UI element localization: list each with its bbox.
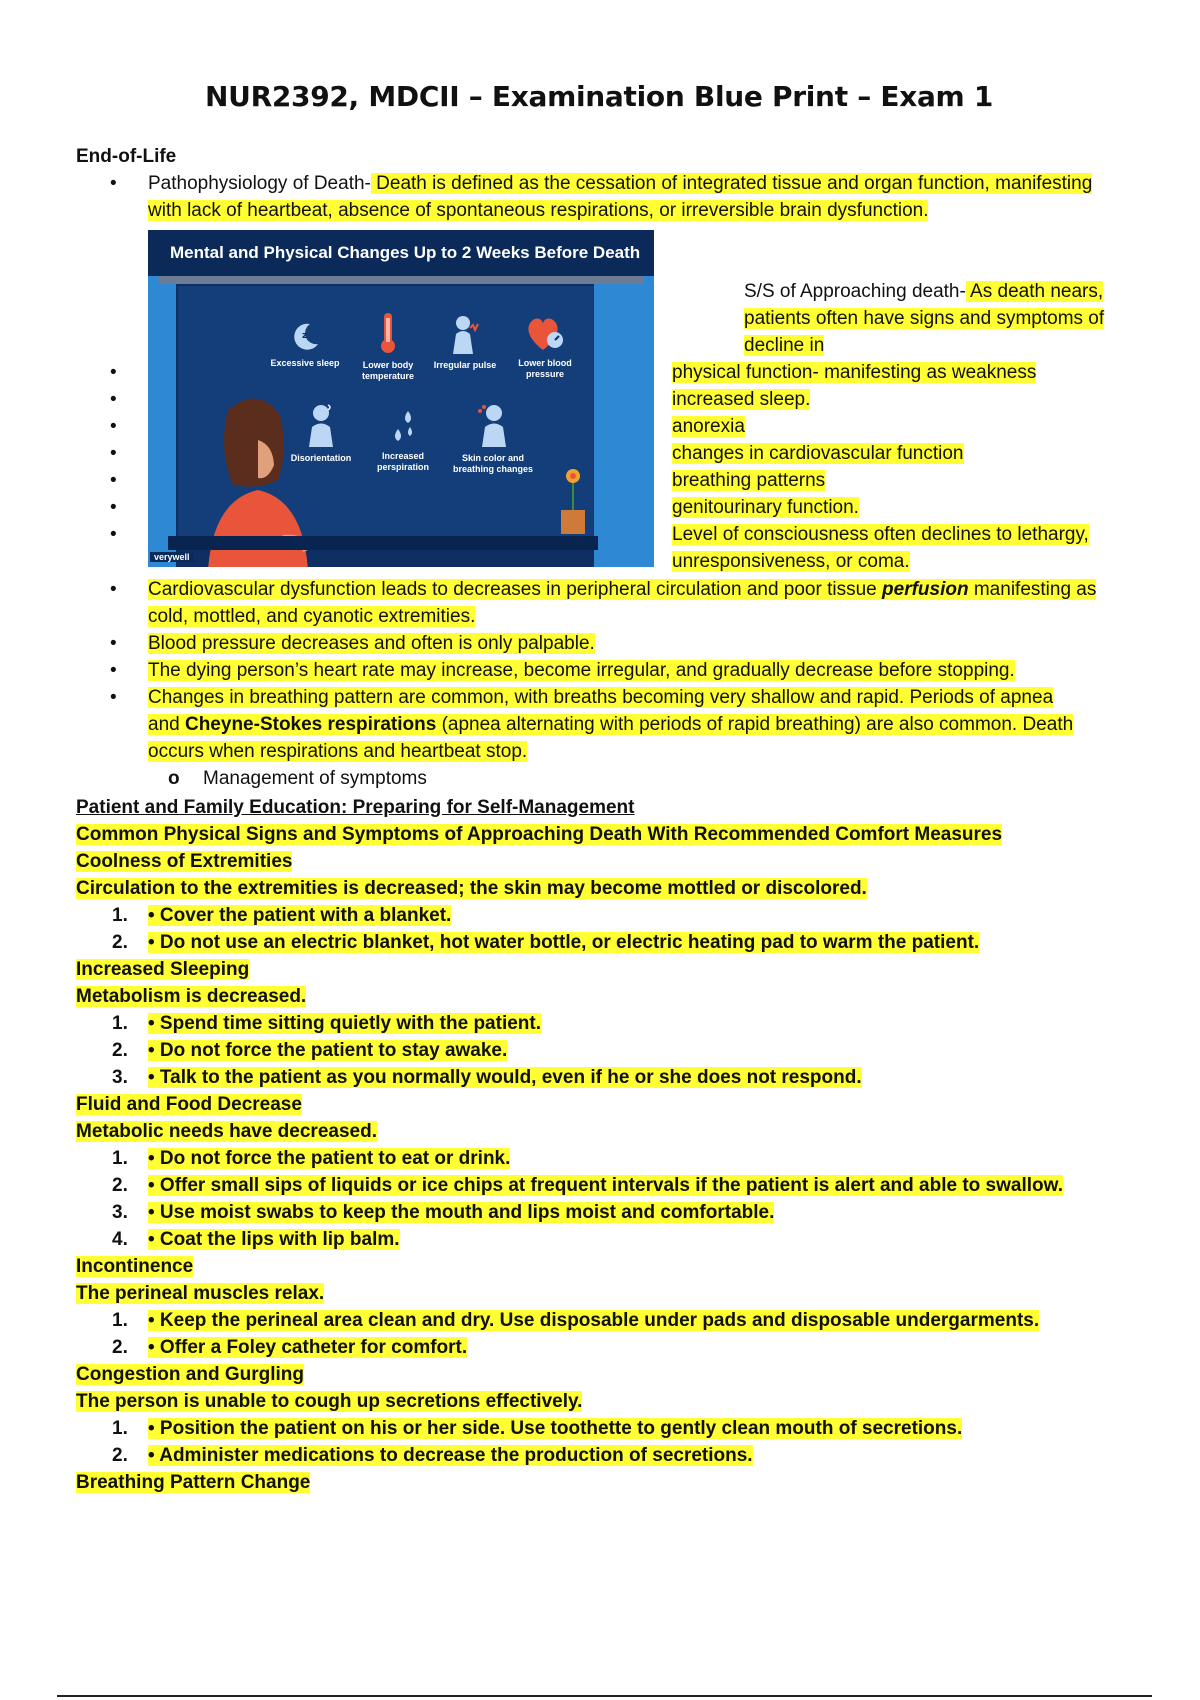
item-label: Increased perspiration (376, 451, 429, 472)
approaching-item-text: genitourinary function. (672, 497, 859, 518)
approaching-item (672, 440, 964, 467)
group-title (76, 1091, 302, 1118)
item-number: 1. (112, 1310, 128, 1331)
person-breathing-icon (474, 403, 512, 449)
item-number: 2. (112, 1175, 128, 1196)
group-item-text: • Do not force the patient to stay awake. (148, 1040, 508, 1061)
curtain-right (594, 276, 654, 567)
bp-text: Blood pressure decreases and often is only palpable. (148, 633, 595, 654)
cardio-text-2: cold, mottled, and cyanotic extremities. (148, 606, 476, 627)
group-item-text: • Spend time sitting quietly with the patient. (148, 1013, 541, 1034)
group-item (148, 1145, 510, 1172)
group-title-text: Coolness of Extremities (76, 851, 293, 872)
group-item (148, 1064, 862, 1091)
curtain-left (148, 276, 176, 567)
group-item (148, 1172, 1063, 1199)
patho-text-2: with lack of heartbeat, absence of spontaneous respirations, or irreversible brain dysfunction. (148, 200, 929, 221)
item-irregular-pulse (420, 314, 510, 371)
cardio-text-a: Cardiovascular dysfunction leads to decreases in peripheral circulation and poor tissue (148, 579, 883, 600)
patho-line-1 (148, 170, 1092, 197)
approaching-item-text: increased sleep. (672, 389, 811, 410)
group-item-text: • Coat the lips with lip balm. (148, 1229, 400, 1250)
cardio-line-1 (148, 576, 1096, 603)
group-item-text: • Do not use an electric blanket, hot water bottle, or electric heating pad to warm the patient. (148, 932, 980, 953)
page-title: NUR2392, MDCII – Examination Blue Print – Exam 1 (205, 80, 994, 113)
item-excessive-sleep (260, 320, 350, 369)
approaching-item (672, 494, 859, 521)
window-sill (168, 536, 598, 550)
group-title-text: Increased Sleeping (76, 959, 250, 980)
infographic-header: Mental and Physical Changes Up to 2 Weeks Before Death (148, 230, 654, 276)
group-item-text: • Cover the patient with a blanket. (148, 905, 452, 926)
group-desc (76, 875, 867, 902)
flower-pot-illustration (553, 460, 593, 540)
group-title (76, 1253, 193, 1280)
breathing-text-2b: Cheyne-Stokes respirations (184, 714, 437, 735)
group-item (148, 1037, 507, 1064)
group-desc-text: Metabolic needs have decreased. (76, 1121, 377, 1142)
cardio-text-c: manifesting as (968, 579, 1097, 600)
approaching-item (672, 521, 1089, 548)
bullet-dot: • (110, 416, 117, 437)
bullet-dot: • (110, 497, 117, 518)
item-number: 3. (112, 1202, 128, 1223)
group-item-text: • Talk to the patient as you normally would, even if he or she does not respond. (148, 1067, 862, 1088)
item-number: 1. (112, 1418, 128, 1439)
group-item-text: • Position the patient on his or her side. Use toothette to gently clean mouth of secretions. (148, 1418, 963, 1439)
group-title (76, 1361, 304, 1388)
thermometer-icon (373, 310, 403, 356)
item-number: 2. (112, 1445, 128, 1466)
group-item (148, 902, 451, 929)
management-marker: o (168, 768, 180, 789)
group-item (148, 1334, 467, 1361)
item-number: 2. (112, 932, 128, 953)
breathing-line-1 (148, 684, 1053, 711)
management-text: Management of symptoms (203, 768, 427, 789)
hr-text: The dying person’s heart rate may increase, become irregular, and gradually decrease before stopping. (148, 660, 1015, 681)
group-desc (76, 1280, 324, 1307)
group-desc (76, 1118, 377, 1145)
breathing-text-2c: (apnea alternating with periods of rapid breathing) are also common. Death (436, 714, 1074, 735)
group-title-text: Congestion and Gurgling (76, 1364, 304, 1385)
group-item-text: • Use moist swabs to keep the mouth and lips moist and comfortable. (148, 1202, 775, 1223)
svg-text:z: z (302, 331, 308, 341)
group-item-text: • Do not force the patient to eat or drink. (148, 1148, 511, 1169)
item-label: Disorientation (290, 453, 352, 463)
item-label: Irregular pulse (433, 360, 497, 370)
section-heading: End-of-Life (76, 146, 177, 167)
item-label: Skin color and breathing changes (452, 453, 533, 474)
group-desc-text: The person is unable to cough up secretions effectively. (76, 1391, 583, 1412)
item-label: Excessive sleep (270, 358, 340, 368)
footer-rule (57, 1695, 1152, 1697)
group-desc-text: Metabolism is decreased. (76, 986, 307, 1007)
group-item (148, 929, 979, 956)
bullet-dot: • (110, 362, 117, 383)
bullet-dot: • (110, 173, 117, 194)
cardio-text-b: perfusion (882, 579, 969, 600)
bullet-dot: • (110, 687, 117, 708)
approaching-item-text: anorexia (672, 416, 745, 437)
group-title (76, 848, 292, 875)
approaching-label: S/S of Approaching death- (744, 281, 966, 302)
group-title (76, 956, 249, 983)
approaching-text-1: As death nears, (965, 281, 1104, 302)
education-subheading (76, 821, 1002, 848)
group-desc (76, 1388, 582, 1415)
item-number: 1. (112, 905, 128, 926)
breathing-line-3 (148, 738, 527, 765)
item-number: 4. (112, 1229, 128, 1250)
approaching-item-text: Level of consciousness often declines to lethargy, (672, 524, 1089, 545)
item-number: 2. (112, 1337, 128, 1358)
bp-line (148, 630, 595, 657)
patho-text-1: Death is defined as the cessation of integrated tissue and organ function, manifesting (370, 173, 1093, 194)
group-item (148, 1442, 753, 1469)
patho-line-2 (148, 197, 928, 224)
group-item (148, 1226, 400, 1253)
cardio-line-2 (148, 603, 475, 630)
approaching-line-1 (744, 278, 1103, 305)
item-label: Lower body temperature (361, 360, 415, 381)
group-item-text: • Offer a Foley catheter for comfort. (148, 1337, 468, 1358)
group-title-text: Breathing Pattern Change (76, 1472, 311, 1493)
item-number: 2. (112, 1040, 128, 1061)
approaching-text-2: patients often have signs and symptoms of (744, 308, 1105, 329)
education-heading: Patient and Family Education: Preparing for Self-Management (76, 797, 635, 818)
item-skin-breathing (448, 403, 538, 475)
patho-label: Pathophysiology of Death- (148, 173, 371, 194)
group-item (148, 1199, 774, 1226)
infographic-image (148, 230, 654, 567)
item-label: Lower blood pressure (518, 358, 572, 379)
approaching-item-cont (672, 548, 910, 575)
group-item-text: • Offer small sips of liquids or ice chips at frequent intervals if the patient is alert and able to swallow. (148, 1175, 1063, 1196)
group-desc (76, 983, 306, 1010)
brand-logo: verywell (150, 552, 194, 562)
group-item (148, 1307, 1039, 1334)
person-pulse-icon (448, 314, 482, 356)
breathing-text-1: Changes in breathing pattern are common, with breaths becoming very shallow and rapid. Periods of apnea (148, 687, 1054, 708)
approaching-item (672, 467, 825, 494)
item-number: 1. (112, 1013, 128, 1034)
group-item-text: • Keep the perineal area clean and dry. Use disposable under pads and disposable undergarments. (148, 1310, 1040, 1331)
item-increased-perspiration (358, 407, 448, 473)
group-title-text: Fluid and Food Decrease (76, 1094, 302, 1115)
approaching-line-2 (744, 305, 1104, 332)
moon-icon (288, 320, 322, 354)
group-title (76, 1469, 310, 1496)
education-subheading-text: Common Physical Signs and Symptoms of Approaching Death With Recommended Comfort Measures (76, 824, 1003, 845)
bullet-dot: • (110, 470, 117, 491)
bullet-dot: • (110, 633, 117, 654)
group-title-text: Incontinence (76, 1256, 194, 1277)
approaching-item (672, 386, 810, 413)
approaching-item (672, 413, 745, 440)
approaching-item-text: physical function- manifesting as weakness (672, 362, 1037, 383)
group-item (148, 1415, 962, 1442)
approaching-cont-text: unresponsiveness, or coma. (672, 551, 910, 572)
item-number: 1. (112, 1148, 128, 1169)
approaching-item-text: changes in cardiovascular function (672, 443, 964, 464)
approaching-line-3 (744, 332, 824, 359)
item-lower-bp (500, 312, 590, 380)
breathing-line-2 (148, 711, 1073, 738)
group-item-text: • Administer medications to decrease the production of secretions. (148, 1445, 753, 1466)
bullet-dot: • (110, 524, 117, 545)
approaching-item (672, 359, 1036, 386)
approaching-item-text: breathing patterns (672, 470, 826, 491)
bullet-dot: • (110, 579, 117, 600)
approaching-text-3: decline in (744, 335, 825, 356)
group-item (148, 1010, 541, 1037)
breathing-text-2a: and (148, 714, 185, 735)
hr-line (148, 657, 1015, 684)
bullet-dot: • (110, 443, 117, 464)
heart-gauge-icon (523, 312, 567, 354)
bullet-dot: • (110, 389, 117, 410)
bullet-dot: • (110, 660, 117, 681)
item-number: 3. (112, 1067, 128, 1088)
curtain-rod (158, 276, 644, 284)
group-desc-text: Circulation to the extremities is decreased; the skin may become mottled or discolored. (76, 878, 867, 899)
droplets-icon (386, 407, 420, 447)
group-desc-text: The perineal muscles relax. (76, 1283, 325, 1304)
breathing-text-3: occurs when respirations and heartbeat stop. (148, 741, 528, 762)
